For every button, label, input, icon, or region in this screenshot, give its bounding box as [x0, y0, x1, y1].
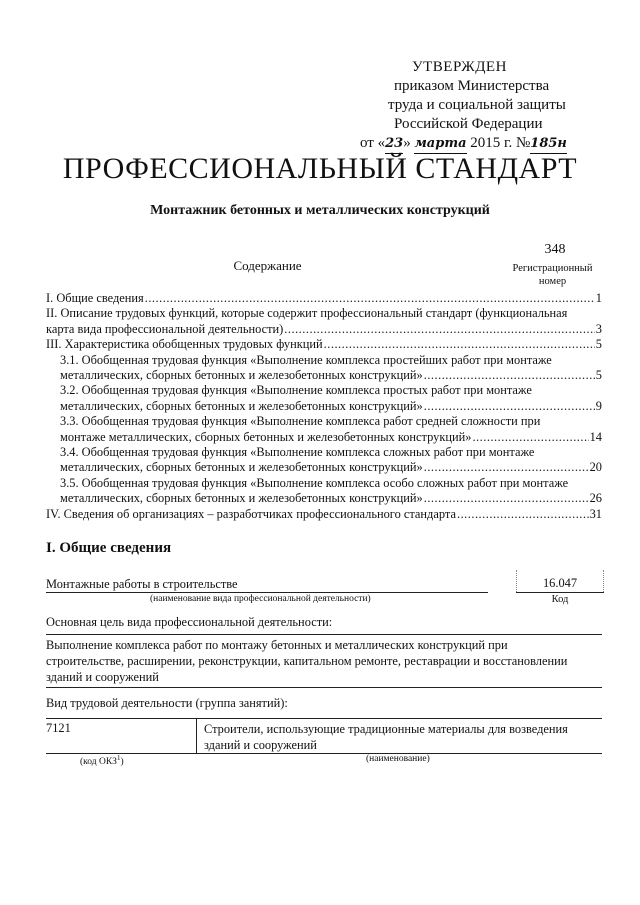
toc-item-page: 5 [595, 337, 602, 352]
okz-caption-end: ) [120, 757, 124, 768]
toc-item-3-3[interactable] [46, 414, 602, 445]
toc-item-text: IV. Сведения об организациях – разработчиках профессионального стандарта [46, 506, 456, 521]
toc-item-3[interactable] [46, 337, 602, 352]
toc-leader [424, 399, 595, 414]
toc-item-text-line-1: II. Описание трудовых функций, которые содержит профессиональный стандарт (функциональная [46, 306, 568, 321]
activity-name: Монтажные работы в строительстве [46, 577, 238, 591]
occupation-group-label: Вид трудовой деятельности (группа занятий): [46, 696, 288, 710]
toc-item-page: 31 [589, 506, 602, 521]
registration-number: 348 [544, 242, 566, 257]
toc-leader [424, 460, 589, 475]
registration-label-line-2: номер [538, 276, 567, 287]
toc-item-1[interactable] [46, 291, 602, 306]
toc-item-text: монтаже металлических, сборных бетонных и железобетонных конструкций» [60, 429, 472, 444]
approval-day-suffix: » [403, 135, 411, 151]
name-caption: (наименование) [366, 754, 430, 764]
occupation-name [204, 721, 602, 753]
activity-code [516, 576, 604, 593]
toc-leader [145, 291, 595, 306]
toc-item-page: 26 [589, 491, 602, 506]
occupation-name-line-1: Строители, использующие традиционные материалы для возведения [204, 722, 568, 736]
approval-stamp [360, 58, 630, 154]
okz-caption [80, 754, 124, 767]
toc-item-text: I. Общие сведения [46, 291, 144, 305]
toc-item-2[interactable] [46, 306, 602, 337]
occupation-name-line-2: зданий и сооружений [204, 738, 317, 752]
document-subtitle: Монтажник бетонных и металлических конструкций [150, 203, 490, 218]
toc-item-page: 20 [589, 460, 602, 475]
approval-line-4: Российской Федерации [394, 116, 543, 132]
approval-line-2: приказом Министерства [394, 78, 550, 94]
activity-underline [46, 592, 488, 593]
registration-label-line-1: Регистрационный [512, 263, 593, 274]
goal-line-3: зданий и сооружений [46, 670, 159, 684]
toc-item-text: металлических, сборных бетонных и железобетонных конструкций» [60, 460, 423, 475]
goal-label: Основная цель вида профессиональной деятельности: [46, 615, 333, 629]
toc-item-text-line-1: 3.2. Обобщенная трудовая функция «Выполнение комплекса простых работ при монтаже [60, 383, 532, 398]
approval-number: 185н [530, 134, 567, 154]
section-1-title: I. Общие сведения [46, 540, 172, 556]
toc-item-text: III. Характеристика обобщенных трудовых функций [46, 337, 323, 352]
goal-line-1: Выполнение комплекса работ по монтажу бетонных и металлических конструкций при [46, 638, 508, 652]
toc-item-3-2[interactable] [46, 383, 602, 414]
goal-box [46, 634, 602, 688]
toc-item-text: металлических, сборных бетонных и железобетонных конструкций» [60, 368, 423, 383]
toc-leader [284, 322, 595, 337]
approval-month: марта [414, 134, 466, 154]
occupation-group-table [46, 718, 602, 754]
toc-title: Содержание [233, 258, 302, 273]
toc-item-text: металлических, сборных бетонных и железобетонных конструкций» [60, 398, 423, 413]
code-caption: Код [551, 594, 569, 605]
toc-item-text-line-1: 3.4. Обобщенная трудовая функция «Выполнение комплекса сложных работ при монтаже [60, 445, 535, 460]
toc-item-page: 5 [595, 368, 602, 383]
approval-date-line [360, 134, 630, 154]
toc-item-page: 3 [595, 321, 602, 336]
toc-leader [424, 368, 595, 383]
approval-date-prefix: от « [360, 135, 386, 151]
toc-item-page: 14 [589, 429, 602, 444]
toc-item-text-line-1: 3.1. Обобщенная трудовая функция «Выполнение комплекса простейших работ при монтаже [60, 352, 552, 367]
toc-leader [324, 337, 595, 352]
toc-item-text-line-1: 3.5. Обобщенная трудовая функция «Выполнение комплекса особо сложных работ при монтаже [60, 475, 569, 490]
toc-item-page: 1 [595, 291, 602, 305]
toc-item-text: металлических, сборных бетонных и железобетонных конструкций» [60, 491, 423, 506]
approval-line-3: труда и социальной защиты [388, 97, 566, 113]
approval-line-1: УТВЕРЖДЕН [412, 59, 507, 75]
toc-item-page: 9 [595, 398, 602, 413]
table-of-contents [46, 291, 602, 522]
approval-day: 23 [385, 134, 403, 154]
toc-leader [472, 430, 588, 445]
table-divider [196, 719, 197, 753]
footnote-marker[interactable]: 1 [116, 754, 121, 762]
goal-line-2: строительстве, расширении, реконструкции, капитальном ремонте, реставрации и восстановлении [46, 654, 568, 668]
toc-item-text-line-1: 3.3. Обобщенная трудовая функция «Выполнение комплекса работ средней сложности при [60, 414, 541, 429]
activity-code-value: 16.047 [542, 576, 578, 590]
okz-code: 7121 [46, 721, 71, 735]
toc-item-3-4[interactable] [46, 445, 602, 476]
toc-item-4[interactable] [46, 507, 602, 522]
toc-leader [424, 491, 589, 506]
activity-caption: (наименование вида профессиональной деятельности) [150, 594, 371, 604]
toc-item-3-1[interactable] [46, 353, 602, 384]
toc-item-text: карта вида профессиональной деятельности) [46, 321, 284, 336]
toc-leader [457, 507, 589, 522]
toc-item-3-5[interactable] [46, 476, 602, 507]
approval-year: 2015 г. № [470, 135, 531, 151]
document-title: ПРОФЕССИОНАЛЬНЫЙ СТАНДАРТ [62, 152, 578, 185]
okz-caption-text: (код ОКЗ [80, 757, 117, 768]
